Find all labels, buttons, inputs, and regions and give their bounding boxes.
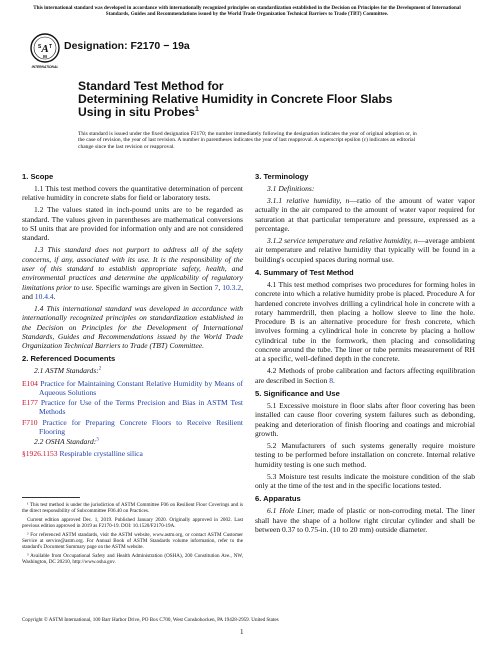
section-heading-significance: 5. Significance and Use xyxy=(255,389,340,399)
para-1-1: 1.1 This test method covers the quantitative determination of percent relative humidity in concrete slabs for field or laboratory tests. xyxy=(22,184,243,203)
section-heading-referenced-documents: 2. Referenced Documents xyxy=(22,354,116,364)
ref-item-e177[interactable]: E177 Practice for Use of the Terms Precision and Bias in ASTM Test Methods xyxy=(22,398,243,417)
issued-note: This standard is issued under the fixed designation F2170; the number immediately following the designation indicates the year of original adoption or, in the case of revision, the year of last revision. A number in parentheses indicates the year of last reapproval. A superscript epsilon (ε) indicates an editorial change since the last revision or reapproval. xyxy=(78,131,417,150)
footnote-divider xyxy=(22,497,80,498)
svg-text:T: T xyxy=(49,44,53,50)
ref-item-osha[interactable]: §1926.1153 Respirable crystalline silica xyxy=(22,449,143,459)
svg-text:INTERNATIONAL: INTERNATIONAL xyxy=(31,65,59,69)
footnotes xyxy=(22,502,243,568)
link-section-8[interactable]: 8 xyxy=(329,375,333,385)
footnote-3: ³ Available from Occupational Safety and Health Administration (OSHA), 200 Constitution Ave., NW, Washington, DC 20210, http://www.osha.gov. xyxy=(22,552,243,566)
para-3-1-2: 3.1.2 service temperature and relative humidity, n—average ambient air temperature and relative humidity that typically will be found in a building's occupied spaces during normal use. xyxy=(255,236,475,264)
para-4-1: 4.1 This test method comprises two procedures for forming holes in concrete into which a relative humidity probe is placed. Procedure A for hardened concrete involves drilling a cylindrical hole in concrete with a rotary hammerdrill, then placing a hollow sleeve to line the hole. Procedure B is an alternative procedure for fresh concrete, which involves forming a cylindrical hole in concrete by placing a hollow cylindrical tube in the formwork, then placing and consolidating concrete around the tube. The liner or tube permits measurement of RH at a specific, well-defined depth in the concrete. xyxy=(255,279,475,364)
title-line-3: Using in situ Probes$^1$ xyxy=(78,105,199,120)
footnote-1b: Current edition approved Dec. 1, 2019. Published January 2020. Originally approved in 2002. Last previous edition approved in 2019 as F2170-19. DOI: 10.1520/F2170-19A. xyxy=(22,516,243,530)
svg-text:S: S xyxy=(38,44,42,50)
footnote-1: ¹ This test method is under the jurisdiction of ASTM Committee F06 on Resilient Floor Coverings and is the direct responsibility of Subcommittee F06.40 on Practices. xyxy=(22,502,243,515)
copyright-footer: Copyright © ASTM International, 100 Barr Harbor Drive, PO Box C700, West Conshohocken, PA 19428-2959. United States xyxy=(22,617,279,623)
para-2-2: 2.2 OSHA Standard:$^3$ xyxy=(34,437,99,447)
para-1-4: 1.4 This international standard was developed in accordance with internationally recognized principles on standardization established in the Decision on Principles for the Development of International Standards, Guides and Recommendations issued by the World Trade Organization Technical Barriers to Trade (TBT) Committee. xyxy=(22,303,243,351)
section-heading-apparatus: 6. Apparatus xyxy=(255,494,301,504)
para-3-1: 3.1 Definitions: xyxy=(267,184,315,193)
section-heading-scope: 1. Scope xyxy=(22,172,54,181)
para-5-3: 5.3 Moisture test results indicate the moisture condition of the slab only at the time of the test and in the specific locations tested. xyxy=(255,471,475,490)
designation: Designation: F2170 − 19a xyxy=(64,40,190,52)
link-section-10-3-2[interactable]: 10.3.2 xyxy=(222,282,242,292)
para-2-1: 2.1 ASTM Standards:$^2$ xyxy=(34,366,102,376)
ref-item-f710[interactable]: F710 Practice for Preparing Concrete Floors to Receive Resilient Flooring xyxy=(22,417,243,437)
para-4-2: 4.2 Methods of probe calibration and factors affecting equilibration are described in Section 8. xyxy=(255,366,475,385)
link-section-10-4-4[interactable]: 10.4.4 xyxy=(34,291,54,301)
svg-text:A: A xyxy=(41,43,49,55)
link-section-7[interactable]: 7 xyxy=(214,282,219,292)
svg-text:M: M xyxy=(43,54,47,59)
para-5-2: 5.2 Manufacturers of such systems generally require moisture testing to be performed before installation on concrete. Internal relative humidity testing is one such method. xyxy=(255,441,475,469)
page-number: 1 xyxy=(240,628,244,636)
footnote-2: ² For referenced ASTM standards, visit the ASTM website, www.astm.org, or contact ASTM Customer Service at service@astm.org. For Annual Book of ASTM Standards volume information, refer to the standard's Document Summary page on the ASTM website. xyxy=(22,531,243,551)
para-1-3: 1.3 This standard does not purport to address all of the safety concerns, if any, associated with its use. It is the responsibility of the user of this standard to establish appropriate safety, health, and environmental practices and determine the applicability of regulatory limitations prior to use. Specific warnings are given in Section 7, 10.3.2, and 10.4.4. xyxy=(22,245,243,301)
title-line-2: Determining Relative Humidity in Concrete Floor Slabs xyxy=(78,92,393,107)
title-footnote-mark[interactable]: 1 xyxy=(194,106,199,114)
tbt-notice: This international standard was developed in accordance with internationally recognized principles on standardization established in the Decision on Principles for the Development of International Standards, Guides and Recommendations issued by the World Trade Organization Technical Barriers to Trade (TBT) Committee. xyxy=(33,5,461,18)
para-3-1-1: 3.1.1 relative humidity, n—ratio of the amount of water vapor actually in the air compared to the amount of water vapor required for saturation at that particular temperature and pressure, expressed as a percentage. xyxy=(255,196,475,233)
title-line-1: Standard Test Method for xyxy=(78,79,224,93)
section-heading-terminology: 3. Terminology xyxy=(255,172,309,181)
para-1-2: 1.2 The values stated in inch-pound units are to be regarded as standard. The values given in parentheses are mathematical conversions to SI units that are provided for information only and are not considered standard. xyxy=(22,205,243,243)
para-6-1: 6.1 Hole Liner, made of plastic or non-corroding metal. The liner shall have the shape of a hollow right circular cylinder and shall be between 0.37 to 0.75-in. (10 to 20 mm) outside diameter. xyxy=(255,506,476,534)
para-5-1: 5.1 Excessive moisture in floor slabs after floor covering has been installed can cause floor covering system failures such as debonding, peaking and deterioration of finish flooring and coatings and microbial growth. xyxy=(255,401,475,438)
astm-logo xyxy=(28,32,62,70)
section-heading-summary: 4. Summary of Test Method xyxy=(255,267,354,277)
right-column xyxy=(255,172,475,537)
left-column xyxy=(22,172,243,460)
ref-item-e104[interactable]: E104 Practice for Maintaining Constant Relative Humidity by Means of Aqueous Solutions xyxy=(22,378,244,397)
document-title xyxy=(78,80,458,120)
